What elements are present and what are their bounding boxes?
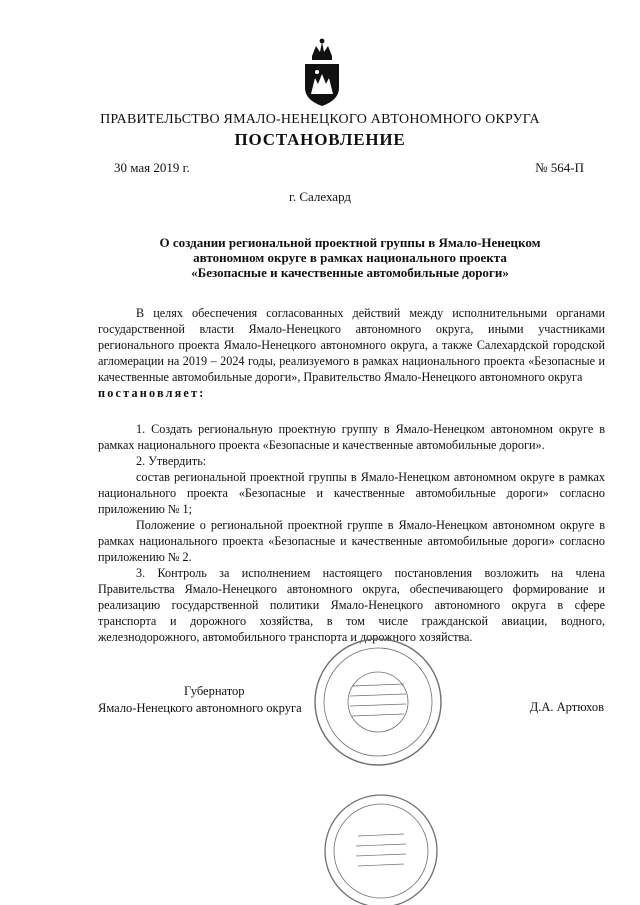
item-3: 3. Контроль за исполнением настоящего постановления возложить на члена Правительства Ямало-Ненецкого автономного округа, обеспечивающего формирование и реализацию государственной политики Ямало-Ненецкого автономного округа в сфере транспорта и дорожного хозяйства, в том числе гражданской авиации, водного, железнодорожного, автомобильного транспорта и дорожного хозяйства. — [98, 566, 605, 644]
document-heading — [110, 235, 590, 280]
decree-items — [98, 421, 605, 645]
official-stamp — [312, 636, 444, 768]
signatory-region: Ямало-Ненецкого автономного округа — [98, 701, 302, 715]
preamble-paragraph: В целях обеспечения согласованных действий между исполнительными органами государственной власти Ямало-Ненецкого автономного округа, иными участниками регионального проекта Ямало-Ненецкого автономного округа, а также Салехардской городской агломерации на 2019 – 2024 годы, реализуемого в рамках национального проекта «Безопасные и качественные автомобильные дороги», Правительство Ямало-Ненецкого автономного округа — [98, 306, 605, 384]
decree-word: постановляет: — [98, 386, 206, 400]
heading-line: О создании региональной проектной группы в Ямало-Ненецком — [159, 235, 541, 250]
item-2b: Положение о региональной проектной группе в Ямало-Ненецком автономном округе в рамках национального проекта «Безопасные и качественные автомобильные дороги» согласно приложению № 2. — [98, 518, 605, 564]
document-type: ПОСТАНОВЛЕНИЕ — [234, 130, 406, 149]
item-2: 2. Утвердить: — [136, 454, 207, 468]
preamble-block — [98, 305, 605, 401]
heading-line: автономном округе в рамках национального проекта — [193, 250, 507, 265]
signatory-position — [98, 683, 302, 717]
signatory-title: Губернатор — [184, 684, 245, 698]
coat-of-arms-icon — [300, 36, 344, 108]
second-stamp — [322, 792, 440, 905]
city: г. Салехард — [288, 189, 352, 204]
document-date: 30 мая 2019 г. — [114, 160, 190, 175]
government-name: ПРАВИТЕЛЬСТВО ЯМАЛО-НЕНЕЦКОГО АВТОНОМНОГО ОКРУГА — [100, 112, 540, 127]
document-number: № 564-П — [535, 160, 584, 175]
signatory-name: Д.А. Артюхов — [529, 700, 604, 714]
decree-word-line — [98, 385, 605, 401]
item-2a: состав региональной проектной группы в Ямало-Ненецком автономном округе в рамках национального проекта «Безопасные и качественные автомобильные дороги» согласно приложению № 1; — [98, 470, 605, 516]
item-1: 1. Создать региональную проектную группу в Ямало-Ненецком автономном округе в рамках национального проекта «Безопасные и качественные автомобильные дороги». — [98, 422, 605, 452]
heading-line: «Безопасные и качественные автомобильные дороги» — [191, 265, 509, 280]
